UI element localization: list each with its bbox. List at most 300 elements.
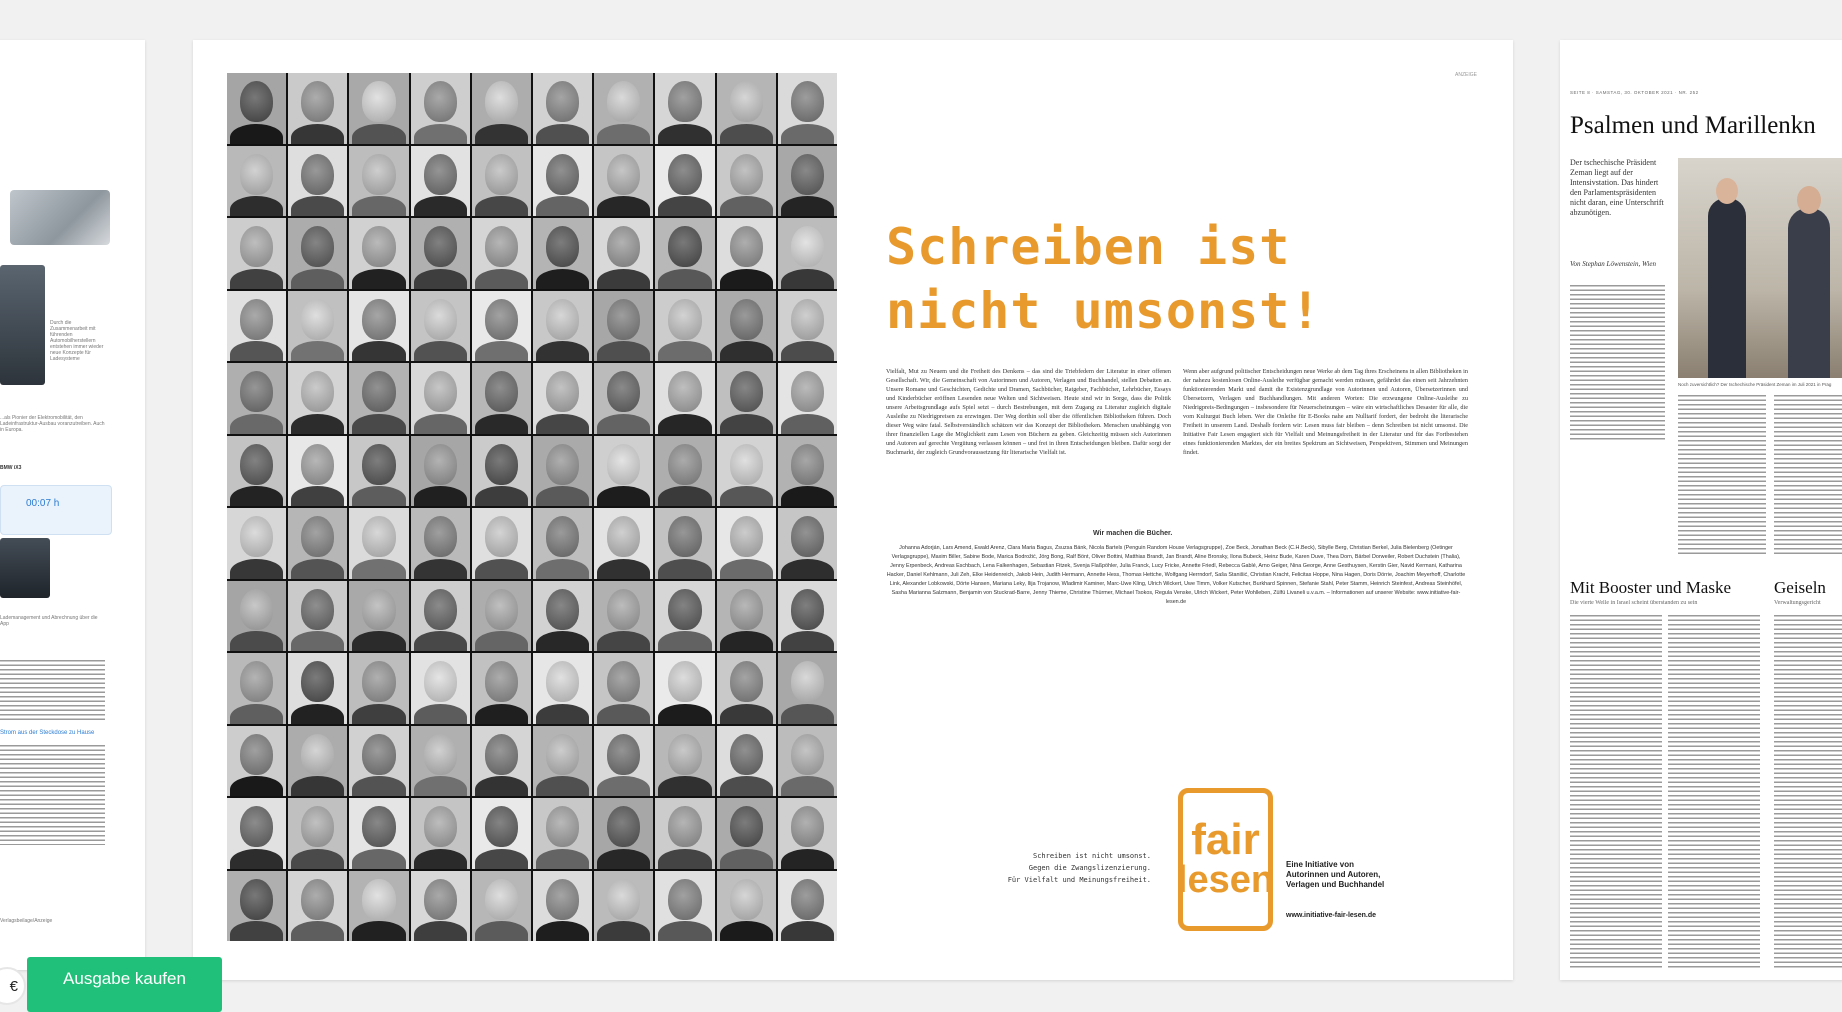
author-photo-body	[291, 849, 344, 869]
charger-image	[0, 265, 45, 385]
left-page-preview[interactable]	[0, 40, 145, 970]
author-photo-face	[362, 734, 395, 775]
author-photo-face	[546, 589, 579, 630]
author-photo-face	[240, 661, 273, 702]
author-photo-face	[362, 299, 395, 340]
author-photo-body	[597, 631, 650, 651]
author-photo-body	[720, 341, 773, 361]
author-photo-body	[720, 704, 773, 724]
author-photo-body	[475, 559, 528, 579]
author-photo	[288, 73, 347, 144]
author-photo-body	[414, 486, 467, 506]
author-photo	[411, 436, 470, 507]
author-photo-face	[730, 226, 763, 267]
author-photo	[717, 146, 776, 217]
author-photo-face	[791, 444, 824, 485]
author-photo	[778, 436, 837, 507]
author-photo	[227, 798, 286, 869]
author-photo-body	[291, 414, 344, 434]
author-photo-body	[720, 124, 773, 144]
photo-caption: Noch zuversichtlich? Der tschechische Präsident Zeman im Juli 2021 in Prag	[1678, 382, 1832, 387]
author-photo-face	[362, 226, 395, 267]
author-photo-face	[301, 734, 334, 775]
author-photo	[227, 146, 286, 217]
author-photo-face	[424, 734, 457, 775]
author-photo-face	[240, 81, 273, 122]
author-photo-body	[781, 559, 834, 579]
author-photo-body	[291, 921, 344, 941]
author-photo-body	[291, 559, 344, 579]
author-photo-face	[240, 734, 273, 775]
author-photo-body	[658, 124, 711, 144]
author-photo	[288, 581, 347, 652]
author-photo-face	[301, 879, 334, 920]
author-photo-face	[485, 734, 518, 775]
author-photo-face	[607, 589, 640, 630]
author-photo-face	[301, 371, 334, 412]
author-photo-face	[546, 154, 579, 195]
author-photo	[472, 363, 531, 434]
author-photo-face	[485, 516, 518, 557]
author-photo-body	[475, 269, 528, 289]
author-photo-face	[730, 371, 763, 412]
author-photo	[717, 581, 776, 652]
author-photo-body	[475, 704, 528, 724]
author-photo-body	[291, 124, 344, 144]
author-photo-face	[791, 81, 824, 122]
author-photo-face	[485, 371, 518, 412]
author-photo	[227, 363, 286, 434]
author-photo-body	[658, 341, 711, 361]
article-3-body	[1774, 615, 1842, 970]
author-photo	[349, 508, 408, 579]
author-photo-face	[607, 299, 640, 340]
author-photo-body	[414, 414, 467, 434]
author-photo	[472, 218, 531, 289]
author-photo-body	[781, 704, 834, 724]
author-photo	[594, 146, 653, 217]
article-headline-3: Geiseln	[1774, 578, 1826, 597]
author-photo	[472, 73, 531, 144]
author-photo-body	[536, 559, 589, 579]
author-photo-face	[485, 299, 518, 340]
author-photo-face	[607, 879, 640, 920]
author-photo	[349, 146, 408, 217]
author-photo	[288, 508, 347, 579]
ev-charging-image	[10, 190, 110, 245]
author-photo-body	[230, 414, 283, 434]
author-photo-face	[240, 299, 273, 340]
ad-body-column-1: Vielfalt, Mut zu Neuem und die Freiheit des Denkens – das sind die Triebfedern der Literatur in einer offenen Gesellschaft. Wir, die Gemeinschaft von Autorinnen und Autoren, Verlagen und Buchhandel, stellen Debatten an. Unsere Romane und Geschichten, Gedichte und Dramen, Sachbücher, Ratgeber, Fachbücher, Lehrbücher, Essays und Kinderbücher eröffnen Lesenden neue Welten und Sichtweisen. Heute sind wir in Sorge, dass die Politik unsere Arbeitsgrundlage aufs Spiel setzt – durch Bestrebungen, mit dem Zugang zu Literatur zugleich digitale Ausleihe zu Niedrigpreisen zu erzwingen. Der Weg dorthin soll über die öffentlichen Bibliotheken führen. Doch dieser Weg wäre fatal. Selbstverständlich schätzen wir das Konzept der Bibliotheken. Menschen unabhängig von ihrer finanziellen Lage die Möglichkeit zum Lesen von Büchern zu geben. Gleichzeitig müssen sich Autorinnen und Autoren auf gerechte Vergütung verlassen können – und frei in ihren Entscheidungen bleiben. Dafür sorgt der Buchmarkt, der zugleich Grundvoraussetzung für literarische Vielfalt ist.	[886, 368, 1171, 456]
author-photo-body	[414, 124, 467, 144]
author-photo	[227, 218, 286, 289]
author-photo-face	[730, 589, 763, 630]
author-photo	[411, 798, 470, 869]
left-page-text-1: Durch die Zusammenarbeit mit führenden Automobilherstellern entstehen immer wieder neue Konzepte für Ladesysteme	[50, 320, 104, 362]
logo-line-1: fair	[1191, 814, 1260, 864]
author-photo-body	[781, 849, 834, 869]
author-photo	[472, 146, 531, 217]
author-photo	[717, 73, 776, 144]
author-photo-face	[730, 299, 763, 340]
author-photo-body	[352, 631, 405, 651]
author-photo	[411, 291, 470, 362]
author-photo-body	[352, 196, 405, 216]
author-photo-face	[730, 444, 763, 485]
author-photo-body	[720, 849, 773, 869]
author-photo-body	[720, 776, 773, 796]
author-photo-body	[230, 559, 283, 579]
author-photo-body	[230, 486, 283, 506]
author-photo	[778, 508, 837, 579]
author-photo-body	[352, 414, 405, 434]
author-photo-body	[230, 921, 283, 941]
article-body-col-1	[1570, 285, 1665, 440]
author-photo	[411, 871, 470, 942]
author-photo	[288, 798, 347, 869]
author-photo	[778, 363, 837, 434]
author-photo	[472, 508, 531, 579]
author-photo	[655, 726, 714, 797]
author-photo-body	[230, 269, 283, 289]
author-photo-face	[362, 371, 395, 412]
author-photo	[717, 726, 776, 797]
slogan-line-1: Schreiben ist nicht umsonst.	[1032, 852, 1151, 860]
author-photo-face	[485, 661, 518, 702]
price-badge[interactable]	[0, 967, 26, 1005]
left-page-body-lines	[0, 660, 105, 720]
author-photo-face	[668, 734, 701, 775]
author-photo-face	[240, 516, 273, 557]
author-photo-body	[781, 269, 834, 289]
author-photo	[594, 291, 653, 362]
article-2-body-col-2	[1668, 615, 1760, 970]
author-photo	[472, 581, 531, 652]
author-photo-face	[362, 154, 395, 195]
author-photo-body	[781, 921, 834, 941]
author-photo	[288, 146, 347, 217]
article-body-col-2	[1678, 395, 1766, 555]
author-photo	[288, 871, 347, 942]
author-photo-face	[607, 226, 640, 267]
author-photo-body	[658, 559, 711, 579]
supporters-list: Johanna Adorján, Lars Amend, Ewald Arenz, Clara Maria Bagus, Zsuzsa Bánk, Nicola Bartels (Penguin Random House Verlagsgruppe), Zoe Beck, Jonathan Beck (C.H.Beck), Sibylle Berg, Christian Berkel, Julia Bielenberg (Oetinger Verlagsgruppe), Maxim Biller, Sabine Bode, Marica Bodrožić, Jörg Bong, Ralf Bönt, Oliver Bottini, Matthias Brandt, Jan Brandt, Aline Bronsky, Ilona Bubeck, Heinz Bude, Karen Duve, Thea Dorn, Bärbel Dorweiler, Robert Duchstein (Thalia), Jenny Erpenbeck, Andreas Eschbach, Lena Falkenhagen, Sebastian Fitzek, Svenja Flaßpöhler, Julia Franck, Lucy Fricke, Annette Friedl, Rebecca Gablé, Arno Geiger, Nina George, Anne Gesthuysen, Kerstin Gier, Navid Kermani, Katharina Hacker, Daniel Kehlmann, Juli Zeh, Elke Heidenreich, Jakob Hein, Judith Hermann, Annette Hess, Thomas Hettche, Wolfgang Herrndorf, Saša Stanišić, Christian Kracht, Felicitas Hoppe, Nina Hagen, Doris Dörrie, Joachim Meyerhoff, Charlotte Link, Alexander Lobkowski, Dörte Hansen, Mariana Leky, Ilija Trojanow, Wladimir Kaminer, Marc-Uwe Kling, Ulrich Wickert, Uwe Timm, Volker Kutscher, Burkhard Spinnen, Stefanie Stahl, Peter Stamm, Heinrich Steinfest, Andreas Steinhöfel, Sasha Marianna Salzmann, Benjamin von Stuckrad-Barre, Jenny Thieme, Christine Thürmer, Michael Tsokos, Regula Venske, Ulrich Wickert, Peter Wohlleben, Zülfü Livaneli u.v.a.m. – Informationen auf unserer Website: www.initiative-fair-lesen.de	[886, 545, 1466, 605]
author-photo	[594, 653, 653, 724]
article-body-col-3	[1774, 395, 1842, 555]
author-photo-body	[536, 196, 589, 216]
author-photo	[778, 218, 837, 289]
author-photo	[227, 581, 286, 652]
author-photo-body	[597, 486, 650, 506]
author-photo-face	[607, 734, 640, 775]
author-photo-body	[230, 631, 283, 651]
author-photo	[594, 581, 653, 652]
author-photo-face	[607, 154, 640, 195]
author-photo	[717, 436, 776, 507]
author-photo	[778, 291, 837, 362]
slogan-line-3: Für Vielfalt und Meinungsfreiheit.	[1007, 876, 1151, 884]
author-photo-body	[597, 849, 650, 869]
author-photo-body	[536, 704, 589, 724]
author-photo	[717, 871, 776, 942]
author-photo-body	[230, 704, 283, 724]
article-headline-1: Psalmen und Marillenkn	[1570, 112, 1816, 139]
author-photo-face	[791, 516, 824, 557]
author-photo	[717, 363, 776, 434]
photo-person-1	[1708, 198, 1746, 378]
author-photo-body	[230, 849, 283, 869]
author-photo-face	[485, 444, 518, 485]
author-photo-body	[352, 704, 405, 724]
author-photo	[472, 436, 531, 507]
article-subline-3: Verwaltungsgericht	[1774, 600, 1821, 606]
author-photo-face	[668, 879, 701, 920]
author-photo	[655, 871, 714, 942]
author-photo	[533, 291, 592, 362]
author-photo-body	[475, 196, 528, 216]
author-photo	[655, 798, 714, 869]
author-photo	[349, 726, 408, 797]
author-photo-face	[668, 81, 701, 122]
author-photo-face	[668, 806, 701, 847]
author-photo-body	[291, 704, 344, 724]
author-photo-face	[240, 371, 273, 412]
author-photo-face	[546, 371, 579, 412]
author-photo-body	[475, 486, 528, 506]
author-photo	[227, 508, 286, 579]
author-photo-face	[546, 806, 579, 847]
author-photo-body	[291, 341, 344, 361]
author-photo	[533, 653, 592, 724]
author-photo	[288, 653, 347, 724]
author-photo-body	[781, 776, 834, 796]
author-photo-face	[546, 226, 579, 267]
author-photo	[717, 653, 776, 724]
author-photo	[411, 726, 470, 797]
author-photo	[717, 218, 776, 289]
author-photo-body	[536, 486, 589, 506]
author-photo-face	[607, 371, 640, 412]
author-photo-body	[414, 269, 467, 289]
author-photo	[349, 653, 408, 724]
author-photo-face	[485, 589, 518, 630]
author-photo-face	[668, 516, 701, 557]
author-photo-face	[546, 661, 579, 702]
author-photo-face	[240, 226, 273, 267]
supporters-title: Wir machen die Bücher.	[1093, 530, 1173, 537]
author-photo-face	[240, 879, 273, 920]
newspaper-spread[interactable]	[193, 40, 1513, 980]
author-photo	[778, 871, 837, 942]
author-photo	[717, 291, 776, 362]
left-page-footer: Verlagsbeilage/Anzeige	[0, 918, 53, 924]
author-photo-body	[352, 341, 405, 361]
author-photo-body	[475, 631, 528, 651]
author-photo-body	[597, 704, 650, 724]
initiative-tagline	[1286, 860, 1446, 890]
author-photo-face	[485, 879, 518, 920]
author-photo	[594, 218, 653, 289]
article-lead: Der tschechische Präsident Zeman liegt auf der Intensivstation. Das hindert den Parlamentspräsidenten nicht daran, eine Unterschrift abzunötigen.	[1570, 158, 1664, 217]
author-photo-body	[536, 124, 589, 144]
author-photo	[349, 291, 408, 362]
author-photo-body	[536, 414, 589, 434]
author-photo-face	[301, 81, 334, 122]
author-photo-face	[607, 516, 640, 557]
author-photo	[655, 73, 714, 144]
author-photo-face	[668, 299, 701, 340]
author-photo-body	[536, 341, 589, 361]
author-photo-body	[658, 704, 711, 724]
author-photo-grid	[227, 73, 837, 941]
author-photo	[594, 798, 653, 869]
author-photo	[533, 871, 592, 942]
tagline-line-3: Verlagen und Buchhandel	[1286, 880, 1385, 889]
author-photo	[778, 798, 837, 869]
author-photo	[655, 653, 714, 724]
author-photo-face	[485, 81, 518, 122]
author-photo-body	[352, 124, 405, 144]
page-dateline: SEITE 8 · SAMSTAG, 30. OKTOBER 2021 · NR. 252	[1570, 90, 1699, 95]
author-photo-body	[597, 559, 650, 579]
author-photo-body	[414, 559, 467, 579]
author-photo-body	[414, 341, 467, 361]
author-photo-face	[424, 154, 457, 195]
author-photo-face	[240, 589, 273, 630]
photo-head-2	[1797, 186, 1821, 214]
author-photo-face	[546, 444, 579, 485]
author-photo-face	[424, 299, 457, 340]
author-photo-body	[414, 704, 467, 724]
author-photo-face	[546, 299, 579, 340]
author-photo-body	[475, 921, 528, 941]
author-photo-body	[597, 341, 650, 361]
author-photo-face	[791, 226, 824, 267]
author-photo	[349, 436, 408, 507]
author-photo	[778, 73, 837, 144]
author-photo-body	[475, 124, 528, 144]
author-photo-face	[730, 154, 763, 195]
author-photo-body	[230, 341, 283, 361]
left-page-body-lines-2	[0, 745, 105, 845]
author-photo	[594, 73, 653, 144]
author-photo-face	[546, 734, 579, 775]
left-page-link: Strom aus der Steckdose zu Hause	[0, 730, 95, 736]
author-photo-face	[730, 734, 763, 775]
author-photo	[288, 436, 347, 507]
tagline-line-2: Autorinnen und Autoren,	[1286, 870, 1381, 879]
author-photo-body	[475, 849, 528, 869]
author-photo-body	[536, 776, 589, 796]
author-photo	[227, 726, 286, 797]
author-photo-body	[536, 849, 589, 869]
author-photo	[533, 508, 592, 579]
author-photo-face	[730, 879, 763, 920]
author-photo-body	[352, 486, 405, 506]
author-photo-body	[352, 269, 405, 289]
author-photo-body	[658, 921, 711, 941]
author-photo	[227, 653, 286, 724]
author-photo-body	[352, 776, 405, 796]
author-photo-body	[414, 921, 467, 941]
author-photo	[411, 653, 470, 724]
author-photo-body	[475, 414, 528, 434]
author-photo-face	[240, 444, 273, 485]
author-photo	[411, 218, 470, 289]
author-photo-face	[730, 516, 763, 557]
author-photo-body	[781, 196, 834, 216]
left-page-label: BMW iX3	[0, 465, 22, 471]
author-photo	[349, 871, 408, 942]
author-photo-face	[424, 226, 457, 267]
author-photo-body	[291, 269, 344, 289]
author-photo	[655, 581, 714, 652]
left-page-text-2: ...als Pionier der Elektromobilität, den Ladeinfrastruktur-Ausbau voranzutreiben. Auch in Europa.	[0, 415, 105, 433]
author-photo	[717, 508, 776, 579]
author-photo-face	[607, 444, 640, 485]
buy-issue-button[interactable]	[27, 957, 222, 1012]
author-photo	[778, 653, 837, 724]
author-photo-face	[301, 154, 334, 195]
author-photo-face	[362, 444, 395, 485]
author-photo	[349, 73, 408, 144]
author-photo-body	[414, 196, 467, 216]
author-photo-face	[668, 661, 701, 702]
author-photo-face	[485, 154, 518, 195]
right-page-preview[interactable]	[1560, 40, 1842, 980]
author-photo	[533, 146, 592, 217]
author-photo-body	[781, 486, 834, 506]
author-photo-face	[424, 806, 457, 847]
author-photo-body	[597, 921, 650, 941]
logo-line-2: lesen	[1176, 858, 1275, 901]
author-photo-face	[424, 661, 457, 702]
author-photo-body	[720, 196, 773, 216]
author-photo-face	[546, 516, 579, 557]
author-photo	[778, 146, 837, 217]
author-photo-face	[791, 589, 824, 630]
author-photo-face	[362, 661, 395, 702]
author-photo-face	[301, 226, 334, 267]
author-photo-body	[291, 196, 344, 216]
author-photo-face	[791, 299, 824, 340]
author-photo-body	[720, 414, 773, 434]
author-photo-face	[730, 81, 763, 122]
author-photo-face	[301, 299, 334, 340]
author-photo	[533, 798, 592, 869]
author-photo-body	[230, 196, 283, 216]
author-photo-body	[658, 269, 711, 289]
author-photo	[411, 73, 470, 144]
author-photo-face	[485, 806, 518, 847]
author-photo-body	[414, 849, 467, 869]
author-photo-body	[720, 921, 773, 941]
author-photo-face	[668, 444, 701, 485]
article-2-body-col-1	[1570, 615, 1662, 970]
author-photo-face	[362, 806, 395, 847]
author-photo-face	[730, 661, 763, 702]
author-photo	[227, 73, 286, 144]
author-photo-body	[230, 776, 283, 796]
author-photo	[594, 871, 653, 942]
author-photo-face	[301, 589, 334, 630]
author-photo-face	[607, 806, 640, 847]
author-photo-face	[424, 444, 457, 485]
author-photo-face	[791, 371, 824, 412]
author-photo-face	[362, 81, 395, 122]
author-photo	[594, 436, 653, 507]
author-photo-body	[475, 341, 528, 361]
